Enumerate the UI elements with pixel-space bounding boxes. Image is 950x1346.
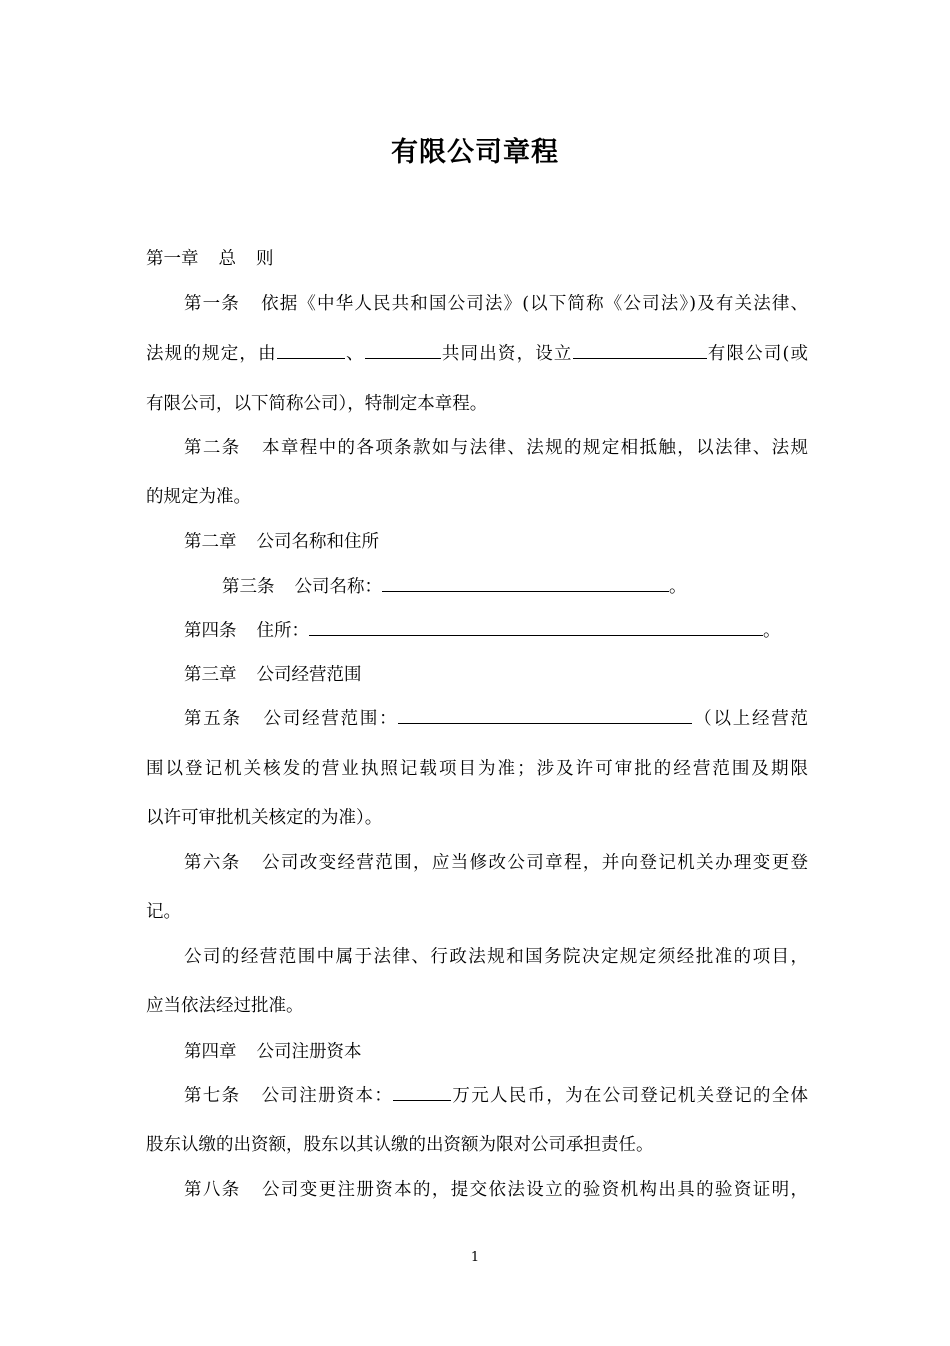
article-5-line-2: 围以登记机关核发的营业执照记载项目为准；涉及许可审批的经营范围及期限 bbox=[146, 759, 808, 779]
article-1-line-2 bbox=[146, 342, 808, 366]
article-8-line-1 bbox=[184, 1178, 808, 1202]
article-1-text-2d: 有限公司(或 bbox=[706, 344, 809, 364]
article-4-label: 第四条 bbox=[184, 621, 237, 641]
article-5-text-1b: （以上经营范 bbox=[692, 709, 809, 729]
article-1-label: 第一条 bbox=[184, 294, 240, 314]
chapter-3-title: 公司经营范围 bbox=[256, 665, 362, 685]
chapter-1-number: 第一章 bbox=[146, 249, 199, 269]
article-7-line-1 bbox=[184, 1084, 808, 1108]
article-3-end: 。 bbox=[669, 577, 687, 597]
article-1-text-1: 依据《中华人民共和国公司法》(以下简称《公司法》)及有关法律、 bbox=[259, 294, 808, 314]
chapter-4-heading bbox=[184, 1040, 808, 1064]
address-blank[interactable] bbox=[309, 619, 763, 636]
article-1-text-2b: 、 bbox=[344, 344, 365, 364]
page-number: 1 bbox=[470, 1250, 480, 1265]
article-5-label: 第五条 bbox=[184, 709, 242, 729]
chapter-4-title: 公司注册资本 bbox=[256, 1042, 362, 1062]
chapter-2-heading bbox=[184, 530, 808, 554]
chapter-1-title-part2: 则 bbox=[256, 249, 274, 269]
article-2-label: 第二条 bbox=[184, 438, 241, 458]
article-1-text-2a: 法规的规定，由 bbox=[146, 344, 277, 364]
article-3-label: 第三条 bbox=[222, 577, 275, 597]
article-6-para2-line-1: 公司的经营范围中属于法律、行政法规和国务院决定规定须经批准的项目， bbox=[184, 947, 808, 967]
article-6-text-1: 公司改变经营范围，应当修改公司章程，并向登记机关办理变更登 bbox=[260, 853, 808, 873]
article-7-text-1a: 公司注册资本： bbox=[260, 1086, 394, 1106]
article-4-end: 。 bbox=[763, 621, 781, 641]
article-3-text: 公司名称： bbox=[294, 577, 382, 597]
article-7-line-2: 股东认缴的出资额，股东以其认缴的出资额为限对公司承担责任。 bbox=[146, 1135, 654, 1155]
article-6-line-2: 记。 bbox=[146, 902, 181, 922]
article-8-label: 第八条 bbox=[184, 1180, 241, 1200]
chapter-2-title: 公司名称和住所 bbox=[256, 532, 379, 552]
article-5-text-1a: 公司经营范围： bbox=[261, 709, 399, 729]
article-8-text-1: 公司变更注册资本的，提交依法设立的验资机构出具的验资证明， bbox=[260, 1180, 808, 1200]
founder-2-blank[interactable] bbox=[365, 342, 441, 359]
document-title: 有限公司章程 bbox=[391, 137, 559, 168]
article-4-text: 住所： bbox=[256, 621, 309, 641]
company-name-blank[interactable] bbox=[573, 342, 707, 359]
article-4-line bbox=[184, 619, 808, 643]
article-6-line-1 bbox=[184, 851, 808, 875]
company-name-field-blank[interactable] bbox=[382, 575, 669, 592]
article-3-line bbox=[222, 575, 808, 599]
business-scope-blank[interactable] bbox=[398, 707, 692, 724]
article-1-text-2c: 共同出资，设立 bbox=[440, 344, 573, 364]
founder-1-blank[interactable] bbox=[277, 342, 345, 359]
article-7-text-1b: 万元人民币，为在公司登记机关登记的全体 bbox=[451, 1086, 809, 1106]
chapter-4-number: 第四章 bbox=[184, 1042, 237, 1062]
chapter-3-heading bbox=[184, 663, 808, 687]
article-1-line-3: 有限公司，以下简称公司），特制定本章程。 bbox=[146, 394, 488, 414]
chapter-1-title-part1: 总 bbox=[218, 249, 236, 269]
article-6-para2-line-2: 应当依法经过批准。 bbox=[146, 996, 304, 1016]
chapter-1-heading bbox=[146, 247, 808, 271]
chapter-2-number: 第二章 bbox=[184, 532, 237, 552]
chapter-3-number: 第三章 bbox=[184, 665, 237, 685]
article-1-line-1 bbox=[184, 292, 808, 316]
article-5-line-1 bbox=[184, 707, 808, 731]
article-2-line-2: 的规定为准。 bbox=[146, 487, 251, 507]
article-6-label: 第六条 bbox=[184, 853, 241, 873]
article-7-label: 第七条 bbox=[184, 1086, 241, 1106]
article-2-text-1: 本章程中的各项条款如与法律、法规的规定相抵触，以法律、法规 bbox=[260, 438, 808, 458]
registered-capital-blank[interactable] bbox=[393, 1084, 451, 1101]
article-5-line-3: 以许可审批机关核定的为准）。 bbox=[146, 808, 383, 828]
article-2-line-1 bbox=[184, 436, 808, 460]
